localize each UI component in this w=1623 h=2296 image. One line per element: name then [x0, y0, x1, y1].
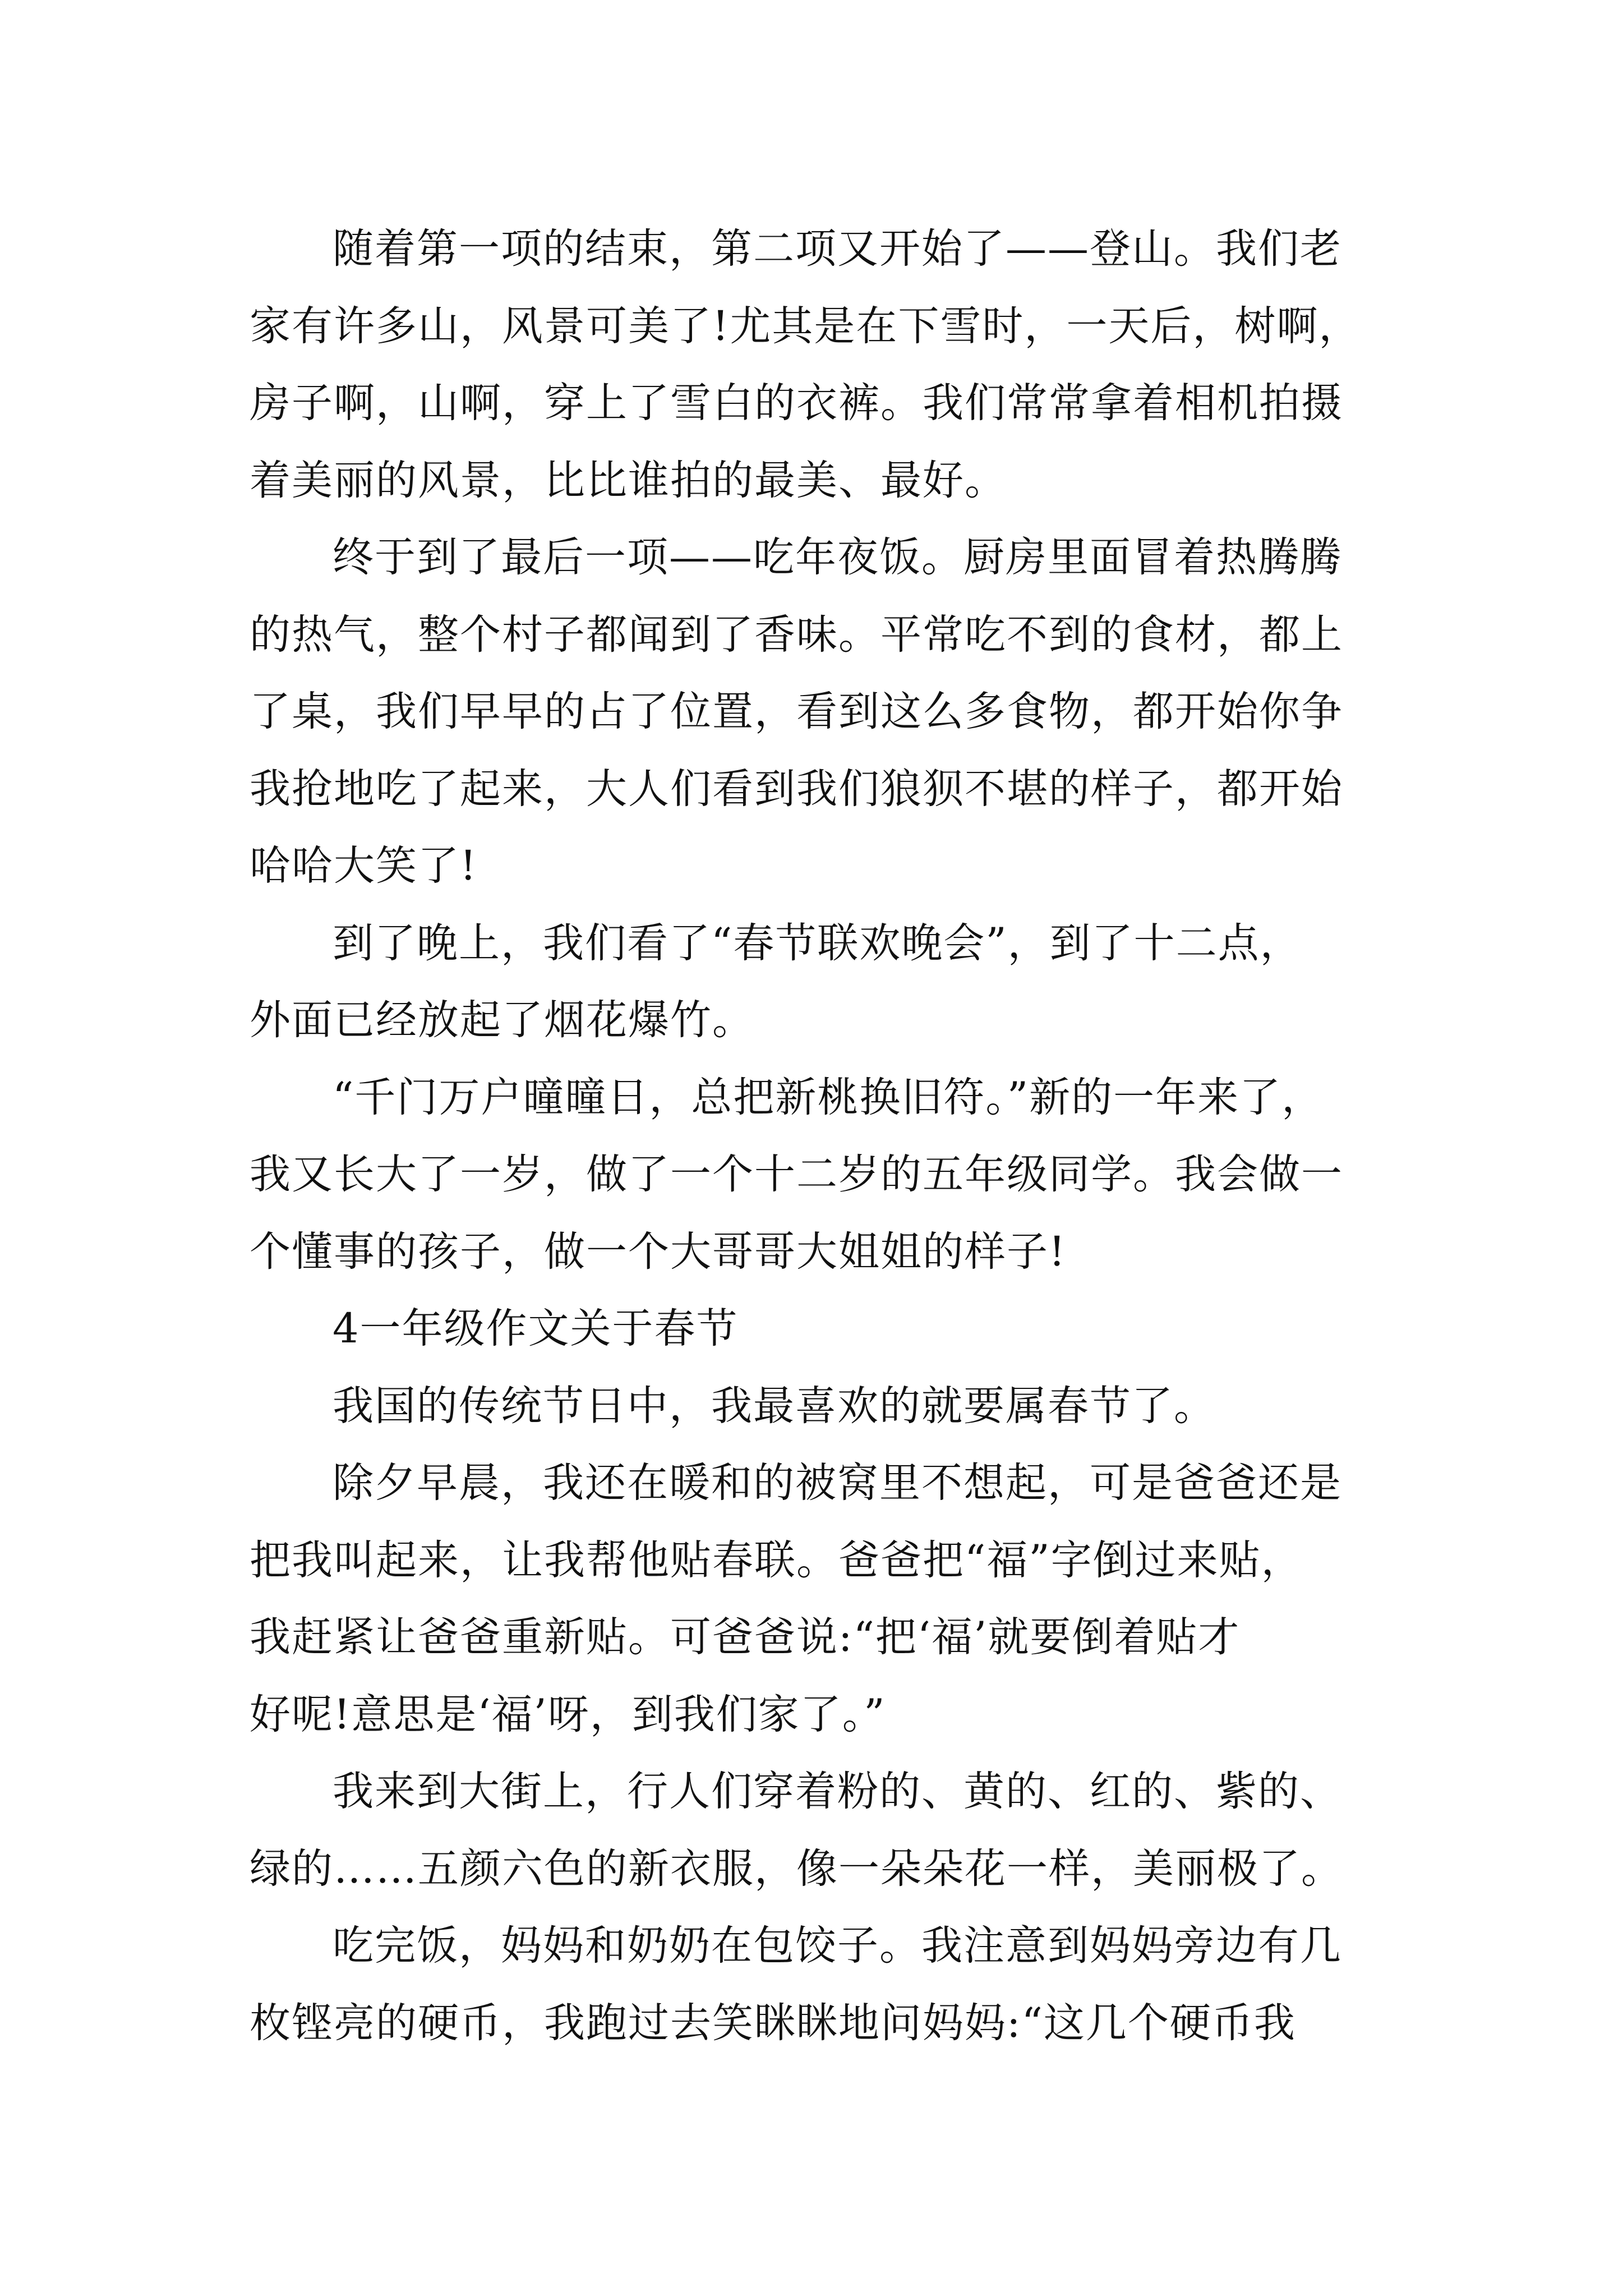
text-line: 终于到了最后一项——吃年夜饭。厨房里面冒着热腾腾: [333, 533, 1342, 581]
section-heading: 4一年级作文关于春节: [333, 1305, 739, 1352]
text-line: 外面已经放起了烟花爆竹。: [250, 996, 754, 1044]
text-line: 我抢地吃了起来，大人们看到我们狼狈不堪的样子，都开始: [250, 765, 1343, 813]
text-line: 的热气，整个村子都闻到了香味。平常吃不到的食材，都上: [250, 610, 1343, 659]
text-line: 好呢!意思是‘福’呀，到我们家了。”: [250, 1690, 886, 1738]
essay-body: [250, 210, 1405, 2062]
text-line: 绿的……五颜六色的新衣服，像一朵朵花一样，美丽极了。: [250, 1844, 1343, 1893]
text-line: 哈哈大笑了!: [250, 842, 478, 890]
text-line: 我国的传统节日中，我最喜欢的就要属春节了。: [333, 1382, 1216, 1430]
text-line: 我又长大了一岁，做了一个十二岁的五年级同学。我会做一: [250, 1151, 1343, 1198]
text-line: 随着第一项的结束，第二项又开始了——登山。我们老: [333, 225, 1342, 273]
text-line: “千门万户曈曈日，总把新桃换旧符。”新的一年来了，: [333, 1073, 1324, 1121]
text-line: 到了晚上，我们看了“春节联欢晚会”，到了十二点，: [333, 919, 1302, 967]
text-line: 吃完饭，妈妈和奶奶在包饺子。我注意到妈妈旁边有几: [333, 1922, 1342, 1970]
text-line: 着美丽的风景，比比谁拍的最美、最好。: [250, 456, 1007, 504]
text-line: 枚铿亮的硬币，我跑过去笑眯眯地问妈妈:“这几个硬币我: [250, 1999, 1296, 2047]
text-line: 我来到大街上，行人们穿着粉的、黄的、红的、紫的、: [333, 1768, 1342, 1815]
text-line: 家有许多山，风景可美了!尤其是在下雪时，一天后，树啊，: [250, 302, 1361, 350]
text-line: 个懂事的孩子，做一个大哥哥大姐姐的样子!: [250, 1227, 1067, 1276]
text-line: 了桌，我们早早的占了位置，看到这么多食物，都开始你争: [250, 688, 1343, 735]
text-line: 房子啊，山啊，穿上了雪白的衣裤。我们常常拿着相机拍摄: [250, 379, 1343, 427]
text-line: 除夕早晨，我还在暖和的被窝里不想起，可是爸爸还是: [333, 1459, 1342, 1507]
text-line: 把我叫起来，让我帮他贴春联。爸爸把“福”字倒过来贴，: [250, 1536, 1303, 1584]
text-line: 我赶紧让爸爸重新贴。可爸爸说:“把‘福’就要倒着贴才: [250, 1613, 1241, 1661]
